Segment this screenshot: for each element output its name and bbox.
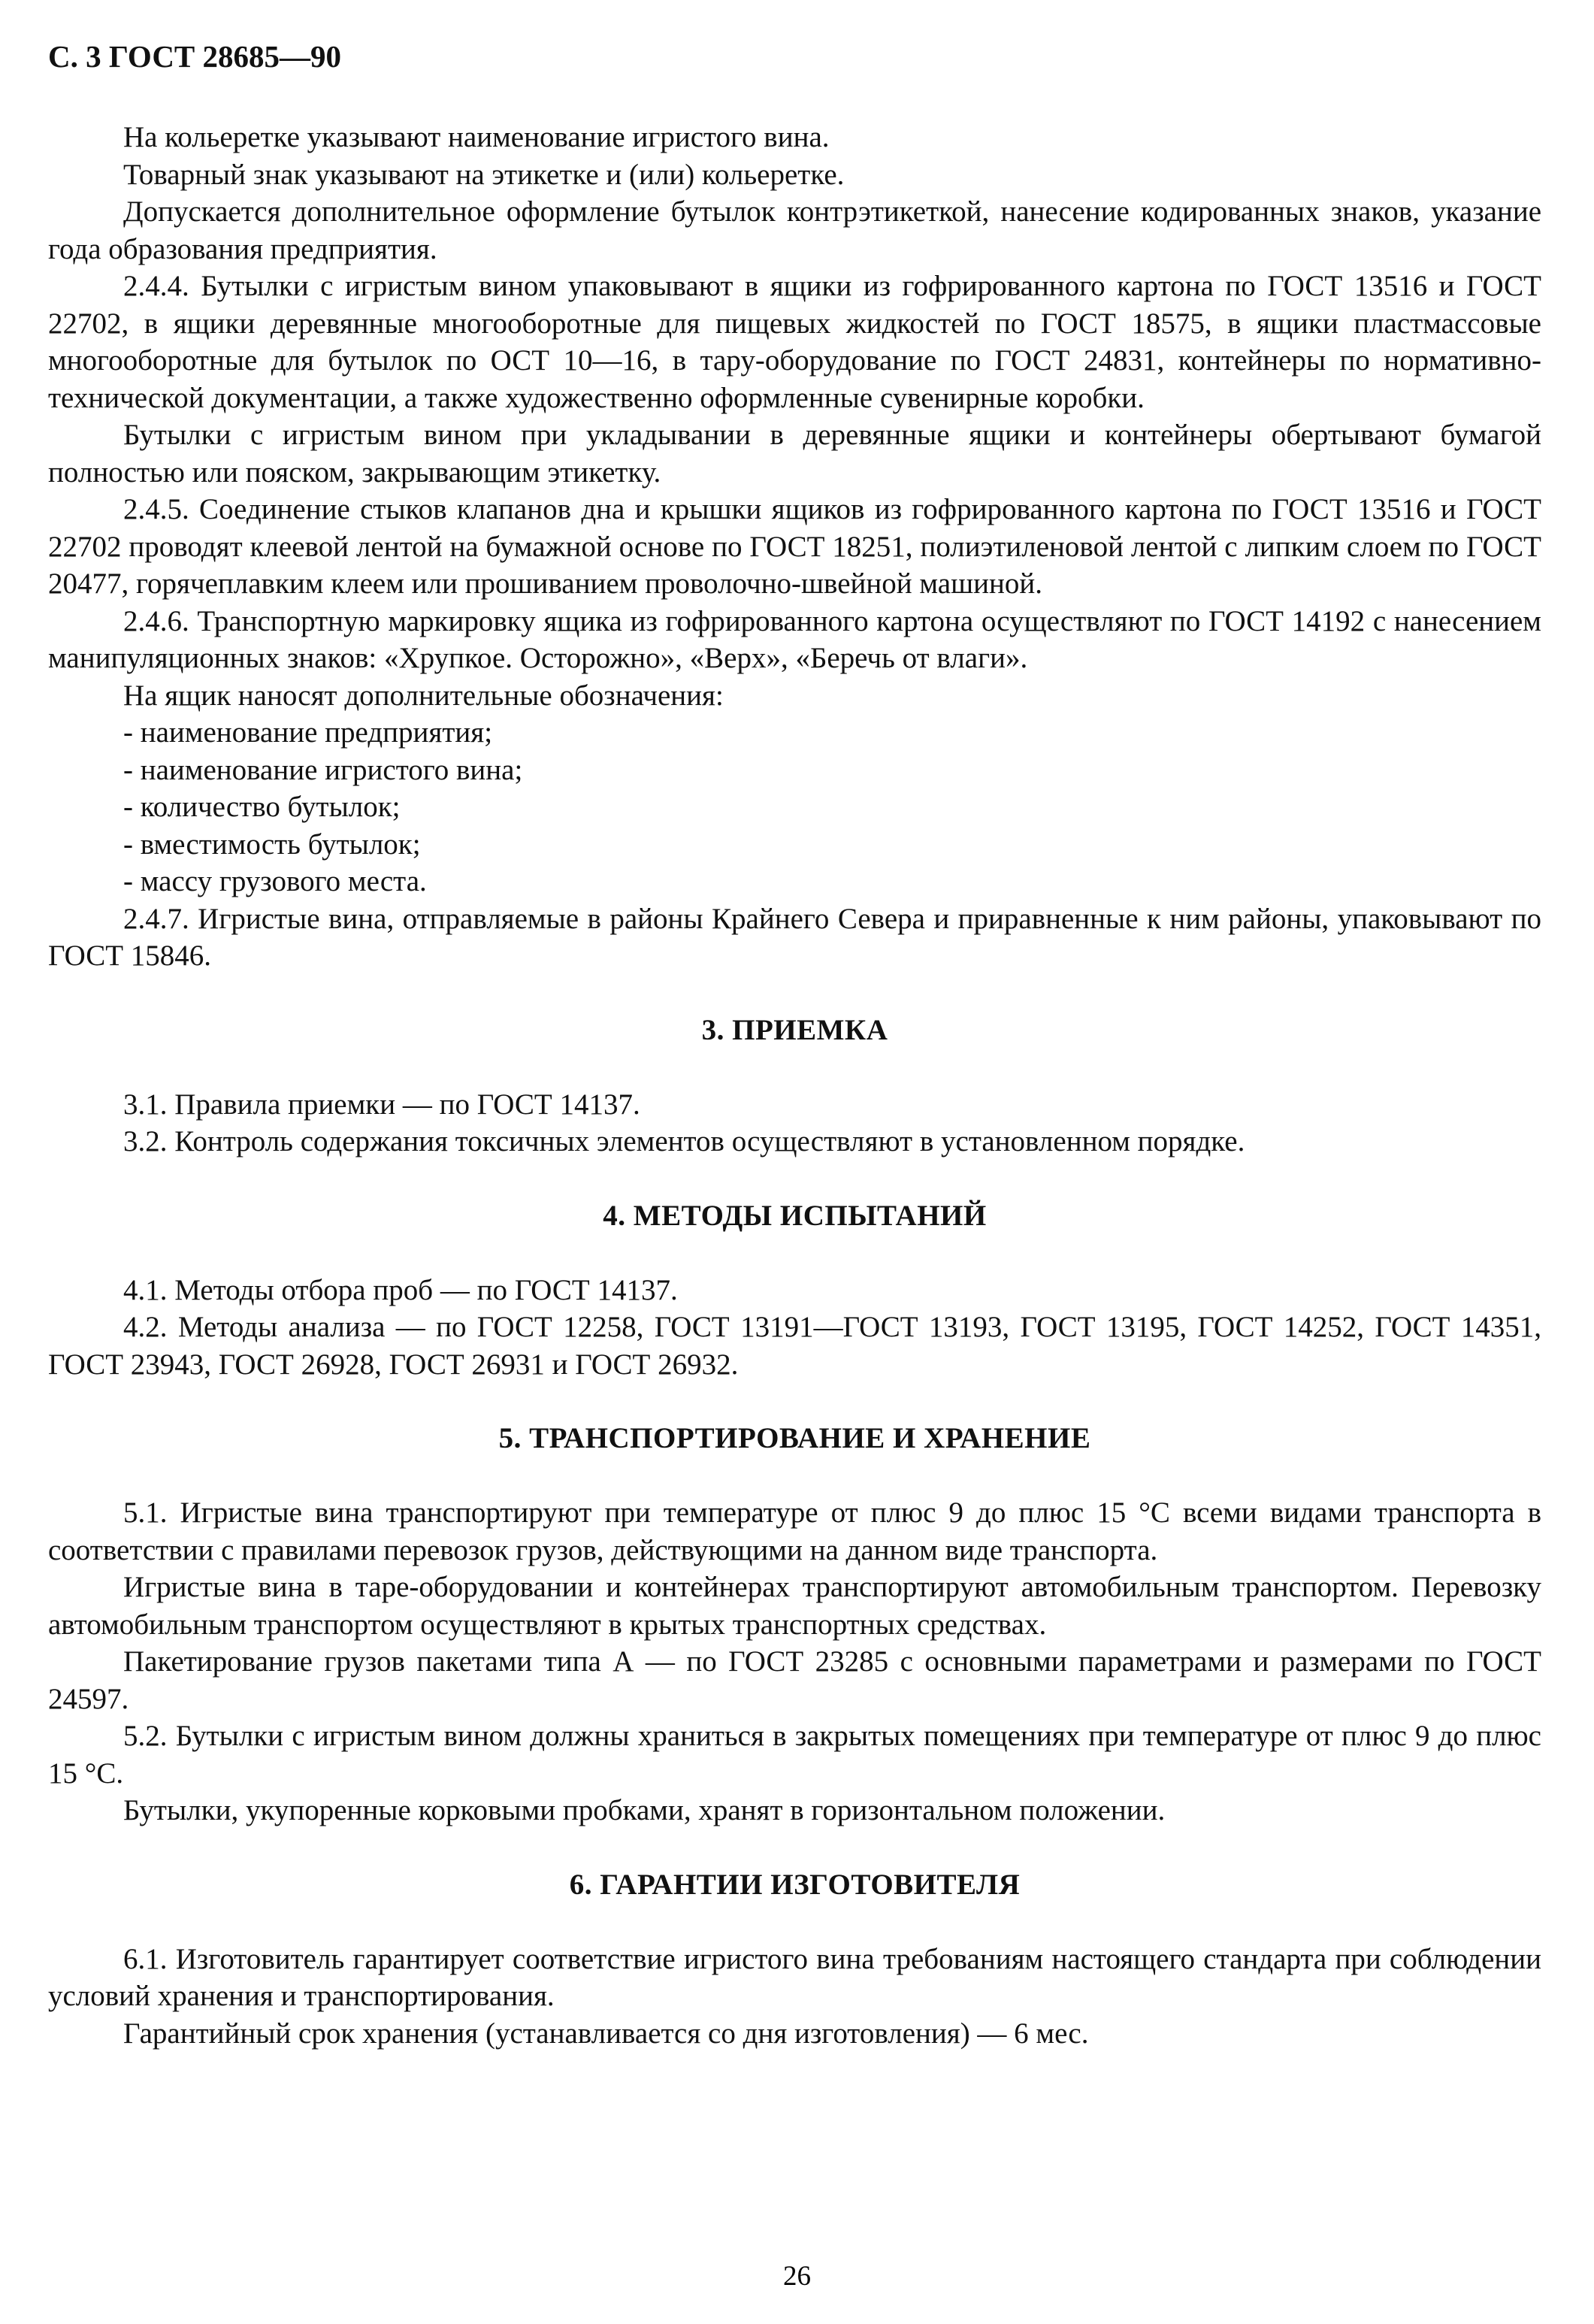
paragraph: 6.1. Изготовитель гарантирует соответствие игристого вина требованиям настоящего стандарта при соблюдении условий хранения и транспортирования. xyxy=(48,1942,1541,2012)
paragraph: 3.2. Контроль содержания токсичных элементов осуществляют в установленном порядке. xyxy=(123,1125,1245,1157)
list-item: - количество бутылок; xyxy=(123,791,401,823)
section-title-3: 3. ПРИЕМКА xyxy=(701,1013,888,1046)
page-number: 26 xyxy=(783,2261,811,2292)
list-item: - наименование игристого вина; xyxy=(123,753,523,786)
paragraph: 5.2. Бутылки с игристым вином должны храниться в закрытых помещениях при температуре от плюс 9 до плюс 15 °С. xyxy=(48,1720,1541,1790)
paragraph-2-4-7: 2.4.7. Игристые вина, отправляемые в районы Крайнего Севера и приравненные к ним районы, упаковывают по ГОСТ 15846. xyxy=(48,902,1541,972)
paragraph: 4.2. Методы анализа — по ГОСТ 12258, ГОСТ 13191—ГОСТ 13193, ГОСТ 13195, ГОСТ 14252, ГОСТ 14351, ГОСТ 23943, ГОСТ 26928, ГОСТ 26931 и ГОСТ 26932. xyxy=(48,1311,1541,1381)
paragraph: Бутылки с игристым вином при укладывании в деревянные ящики и контейнеры обертывают бумагой полностью или пояском, закрывающим этикетку. xyxy=(48,419,1541,489)
list-item: - массу грузового места. xyxy=(123,865,427,897)
paragraph: На кольеретке указывают наименование игристого вина. xyxy=(123,121,830,153)
paragraph: Гарантийный срок хранения (устанавливается со дня изготовления) — 6 мес. xyxy=(123,2017,1089,2050)
section-title-5: 5. ТРАНСПОРТИРОВАНИЕ И ХРАНЕНИЕ xyxy=(498,1422,1091,1454)
paragraph: Допускается дополнительное оформление бутылок контрэтикеткой, нанесение кодированных знаков, указание года образования предприятия. xyxy=(48,195,1541,265)
paragraph: На ящик наносят дополнительные обозначения: xyxy=(123,679,724,712)
paragraph: 5.1. Игристые вина транспортируют при температуре от плюс 9 до плюс 15 °С всеми видами транспорта в соответствии с правилами перевозок грузов, действующими на данном виде транспорта. xyxy=(48,1496,1541,1566)
paragraph: 3.1. Правила приемки — по ГОСТ 14137. xyxy=(123,1088,640,1121)
paragraph: Бутылки, укупоренные корковыми пробками, хранят в горизонтальном положении. xyxy=(123,1794,1166,1826)
marking-list xyxy=(48,714,1541,900)
paragraph: Пакетирование грузов пакетами типа А — по ГОСТ 23285 с основными параметрами и размерами по ГОСТ 24597. xyxy=(48,1645,1541,1715)
paragraph-2-4-6: 2.4.6. Транспортную маркировку ящика из гофрированного картона осуществляют по ГОСТ 14192 с нанесением манипуляционных знаков: «Хрупкое. Осторожно», «Верх», «Беречь от влаги». xyxy=(48,604,1541,674)
paragraph-2-4-5: 2.4.5. Соединение стыков клапанов дна и крышки ящиков из гофрированного картона по ГОСТ 13516 и ГОСТ 22702 проводят клеевой лентой на бумажной основе по ГОСТ 18251, полиэтиленовой лентой с липким слоем по ГОСТ 20477, горячеплавким клеем или прошиванием проволочно-швейной машиной. xyxy=(48,493,1541,600)
paragraph: Товарный знак указывают на этикетке и (или) кольеретке. xyxy=(123,158,845,191)
page-header: С. 3 ГОСТ 28685—90 xyxy=(48,39,342,74)
section-title-6: 6. ГАРАНТИИ ИЗГОТОВИТЕЛЯ xyxy=(569,1868,1021,1901)
paragraph: Игристые вина в таре-оборудовании и контейнерах транспортируют автомобильным транспортом. Перевозку автомобильным транспортом осуществляют в крытых транспортных средствах. xyxy=(48,1571,1541,1641)
list-item: - наименование предприятия; xyxy=(123,716,493,749)
paragraph-2-4-4: 2.4.4. Бутылки с игристым вином упаковывают в ящики из гофрированного картона по ГОСТ 13516 и ГОСТ 22702, в ящики деревянные многооборотные для пищевых жидкостей по ГОСТ 18575, в ящики пластмассовые многооборотные для бутылок по ОСТ 10—16, в тару-оборудование по ГОСТ 24831, контейнеры по нормативно-технической документации, а также художественно оформленные сувенирные коробки. xyxy=(48,270,1541,414)
list-item: - вместимость бутылок; xyxy=(123,828,421,861)
paragraph: 4.1. Методы отбора проб — по ГОСТ 14137. xyxy=(123,1273,678,1306)
section-title-4: 4. МЕТОДЫ ИСПЫТАНИЙ xyxy=(603,1199,987,1232)
